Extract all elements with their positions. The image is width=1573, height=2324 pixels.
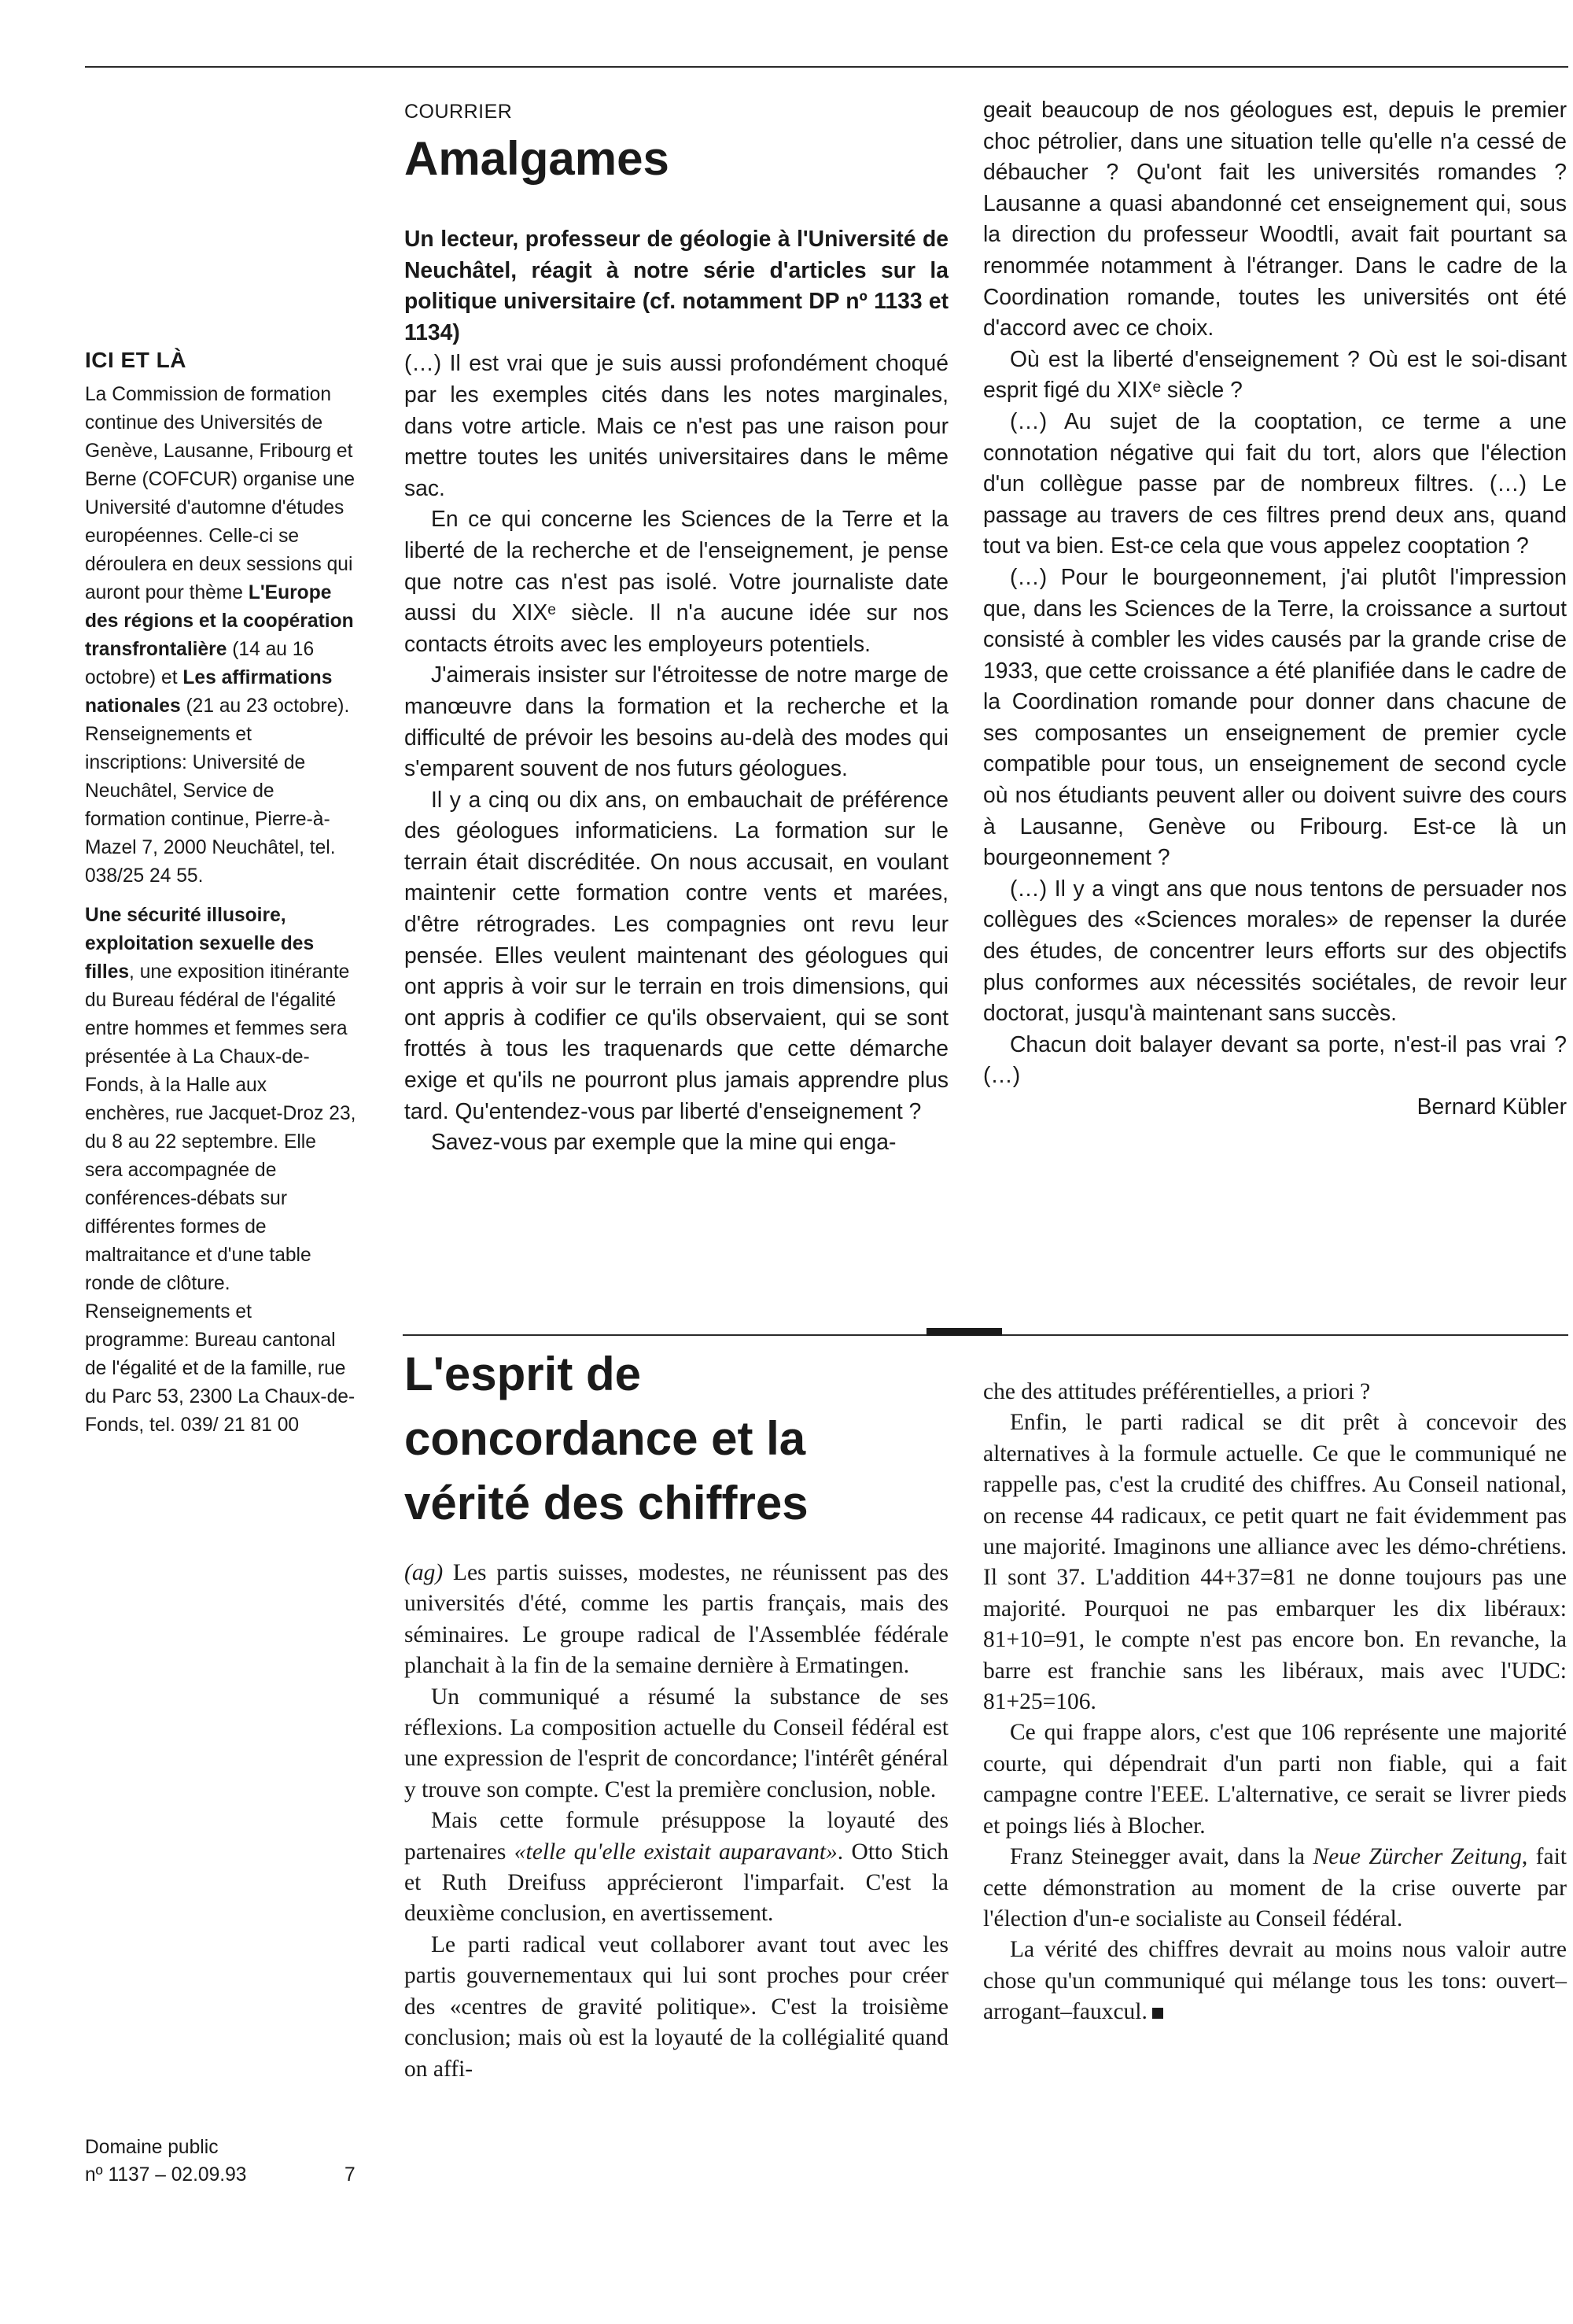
sidebar-paragraph-cofcur: La Commission de formation continue des Universités de Genève, Lausanne, Fribourg et Berne (COFCUR) organise une Université d'automne d'études européennes. Celle-ci se déroulera en deux sessions qui auront pour thème L'Europe des régions et la coopération transfrontalière (14 au 16 octobre) et Les affirmations nationales (21 au 23 octobre). Renseignements et inscriptions: Université de Neuchâtel, Service de formation continue, Pierre-à-Mazel 7, 2000 Neuchâtel, tel. 038/25 24 55.: [85, 384, 355, 887]
article1-paragraph: (…) Il est vrai que je suis aussi profondément choqué par les exemples cités dans les notes marginales, dans votre article. Mais ce n'est pas une raison pour mettre toutes les unités universitaires dans le même sac.: [404, 350, 949, 500]
publication-name: Domaine public: [85, 2137, 219, 2158]
sidebar-heading: ICI ET LÀ: [85, 348, 186, 372]
page-number: 7: [344, 2164, 355, 2186]
article2-paragraph: Mais cette formule présuppose la loyauté des partenaires «telle qu'elle existait auparavant». Otto Stich et Ruth Dreifuss apprécieront l'imparfait. C'est la deuxième conclusion, en avertissement.: [404, 1808, 949, 1927]
article1-paragraph: (…) Il y a vingt ans que nous tentons de persuader nos collègues des «Sciences morales» de repenser la durée des études, de concentrer leurs efforts sur des objectifs plus conformes aux nécessités sociétales, de revoir leur doctorat, jusqu'à maintenant sans succès.: [983, 875, 1567, 1026]
article1-paragraph: En ce qui concerne les Sciences de la Terre et la liberté de la recherche et de l'enseignement, je pense que notre cas n'est pas isolé. Votre journaliste date aussi du XIXᵉ siècle. Il n'a aucune idée sur nos contacts étroits avec les employeurs potentiels.: [404, 506, 949, 656]
article-title-esprit-de-concordance: L'esprit de concordance et la vérité des chiffres: [404, 1348, 809, 1529]
sidebar-paragraph-exposition: Une sécurité illusoire, exploitation sexuelle des filles, une exposition itinérante du Bureau fédéral de l'égalité entre hommes et femmes sera présentée à La Chaux-de-Fonds, à la Halle aux enchères, rue Jacquet-Droz 23, du 8 au 22 septembre. Elle sera accompagnée de conférences-débats sur différentes formes de maltraitance et d'une table ronde de clôture. Renseignements et programme: Bureau cantonal de l'égalité et de la famille, rue du Parc 53, 2300 La Chaux-de-Fonds, tel. 039/ 21 81 00: [85, 905, 356, 1436]
article2-paragraph: La vérité des chiffres devrait au moins nous valoir autre chose qu'un communiqué qui mélange tous les tons: ouvert–arrogant–fauxcul.: [983, 1937, 1567, 2025]
article1-paragraph: J'aimerais insister sur l'étroitesse de notre marge de manœuvre dans la formation et la recherche et la difficulté de prévoir les besoins au-delà des modes qui s'emparent souvent de nos futurs géologues.: [404, 662, 949, 781]
article1-paragraph: geait beaucoup de nos géologues est, depuis le premier choc pétrolier, dans une situation telle qu'elle n'a cessé de débaucher ? Qu'ont fait les universités romandes ? Lausanne a quasi abandonné cet enseignement qui, sous la direction du professeur Woodtli, avait fait pourtant sa renommée notamment à l'étranger. Dans le cadre de la Coordination romande, toutes les universités ont été d'accord avec ce choix.: [983, 97, 1567, 341]
top-rule: [85, 66, 1568, 68]
article2-column-1: [404, 1558, 949, 2085]
article2-paragraph: Franz Steinegger avait, dans la Neue Zürcher Zeitung, fait cette démonstration au moment de la crise ouverte par l'élection d'un-e socialiste au Conseil fédéral.: [983, 1844, 1567, 1931]
article1-column-1: [404, 223, 949, 1158]
article1-paragraph: Chacun doit balayer devant sa porte, n'est-il pas vrai ? (…): [983, 1031, 1567, 1088]
article1-paragraph: (…) Au sujet de la cooptation, ce terme a une connotation négative qui fait du tort, alors que l'élection d'un collègue passe par de nombreux filtres. (…) Le passage au travers de ces filtres prend deux ans, quand tout va bien. Est-ce cela que vous appelez cooptation ?: [983, 408, 1567, 559]
issue-number: nº 1137 – 02.09.93: [85, 2164, 247, 2186]
article-kicker: COURRIER: [404, 101, 513, 123]
article1-paragraph: Où est la liberté d'enseignement ? Où est le soi-disant esprit figé du XIXᵉ siècle ?: [983, 345, 1567, 403]
article2-paragraph: Enfin, le parti radical se dit prêt à concevoir des alternatives à la formule actuelle. Ce que le communiqué ne rappelle pas, c'est la crudité des chiffres. Au Conseil national, on recense 44 radicaux, ce petit quart ne fait évidemment pas une majorité. Imaginons une alliance avec les démo-chrétiens. Il sont 37. L'addition 44+37=81 ne donne toujours pas une majorité. Pourquoi ne pas embarquer les dix libéraux: 81+10=91, le compte n'est pas encore bon. En revanche, la barre est franchie sans les libéraux, mais avec l'UDC: 81+25=106.: [983, 1410, 1567, 1715]
article2-paragraph: Un communiqué a résumé la substance de ses réflexions. La composition actuelle du Conseil fédéral est une expression de l'esprit de concordance; l'intérêt général y trouve son compte. C'est la première conclusion, noble.: [404, 1684, 949, 1802]
article2-paragraph: Le parti radical veut collaborer avant tout avec les partis gouvernementaux qui lui sont proches pour créer des «centres de gravité politique». C'est la troisième conclusion; mais où est la loyauté de la collégialité quand on affi-: [404, 1931, 949, 2082]
article1-paragraph: (…) Pour le bourgeonnement, j'ai plutôt l'impression que, dans les Sciences de la Terre, la croissance a surtout consisté à combler les vides causés par la grande crise de 1933, que cette croissance a été planifiée dans le cadre de la Coordination romande pour donner dans chacune de ses composantes un enseignement de premier cycle compatible pour tous, un enseignement de second cycle où nos étudiants peuvent aller ou doivent suivre des cours à Lausanne, Genève ou Fribourg. Est-ce là un bourgeonnement ?: [983, 563, 1567, 870]
article1-paragraph: Il y a cinq ou dix ans, on embauchait de préférence des géologues informaticiens. La formation sur le terrain était discréditée. On nous accusait, en voulant maintenir cette formation contre vents et marées, d'être rétrogrades. Les compagnies ont revu leur pensée. Elles veulent maintenant des géologues qui ont appris à voir sur le terrain en trois dimensions, qui ont appris à codifier ce qu'ils observaient, qui se sont frottés à tous les traquenards que cette démarche exige et qu'ils ne pourront plus jamais apprendre plus tard. Qu'entendez-vous par liberté d'enseignement ?: [404, 786, 949, 1123]
end-of-article-mark: [1152, 2008, 1163, 2019]
article-title-amalgames: Amalgames: [404, 132, 669, 185]
article2-paragraph: che des attitudes préférentielles, a priori ?: [983, 1379, 1371, 1404]
author-signature: Bernard Kübler: [1416, 1094, 1567, 1119]
article2-paragraph: (ag) Les partis suisses, modestes, ne réunissent pas des universités d'été, comme les partis français, mais des séminaires. Le groupe radical de l'Assemblée fédérale planchait à la fin de la semaine dernière à Ermatingen.: [404, 1560, 949, 1679]
article1-paragraph: Savez-vous par exemple que la mine qui enga-: [431, 1129, 897, 1155]
article2-column-2: [983, 1377, 1567, 2028]
article2-paragraph: Ce qui frappe alors, c'est que 106 représente une majorité courte, qui dépendrait d'un parti non fiable, qui a fait campagne contre l'EEE. L'alternative, ce serait se livrer pieds et poings liés à Blocher.: [983, 1720, 1567, 1839]
article1-column-2: [983, 94, 1567, 1123]
section-divider-mark: [926, 1328, 1002, 1336]
article1-lead: Un lecteur, professeur de géologie à l'Université de Neuchâtel, réagit à notre série d'articles sur la politique universitaire (cf. notamment DP nº 1133 et 1134): [404, 226, 949, 345]
sidebar-ici-et-la: [85, 346, 356, 1451]
page-footer: [85, 2134, 368, 2189]
